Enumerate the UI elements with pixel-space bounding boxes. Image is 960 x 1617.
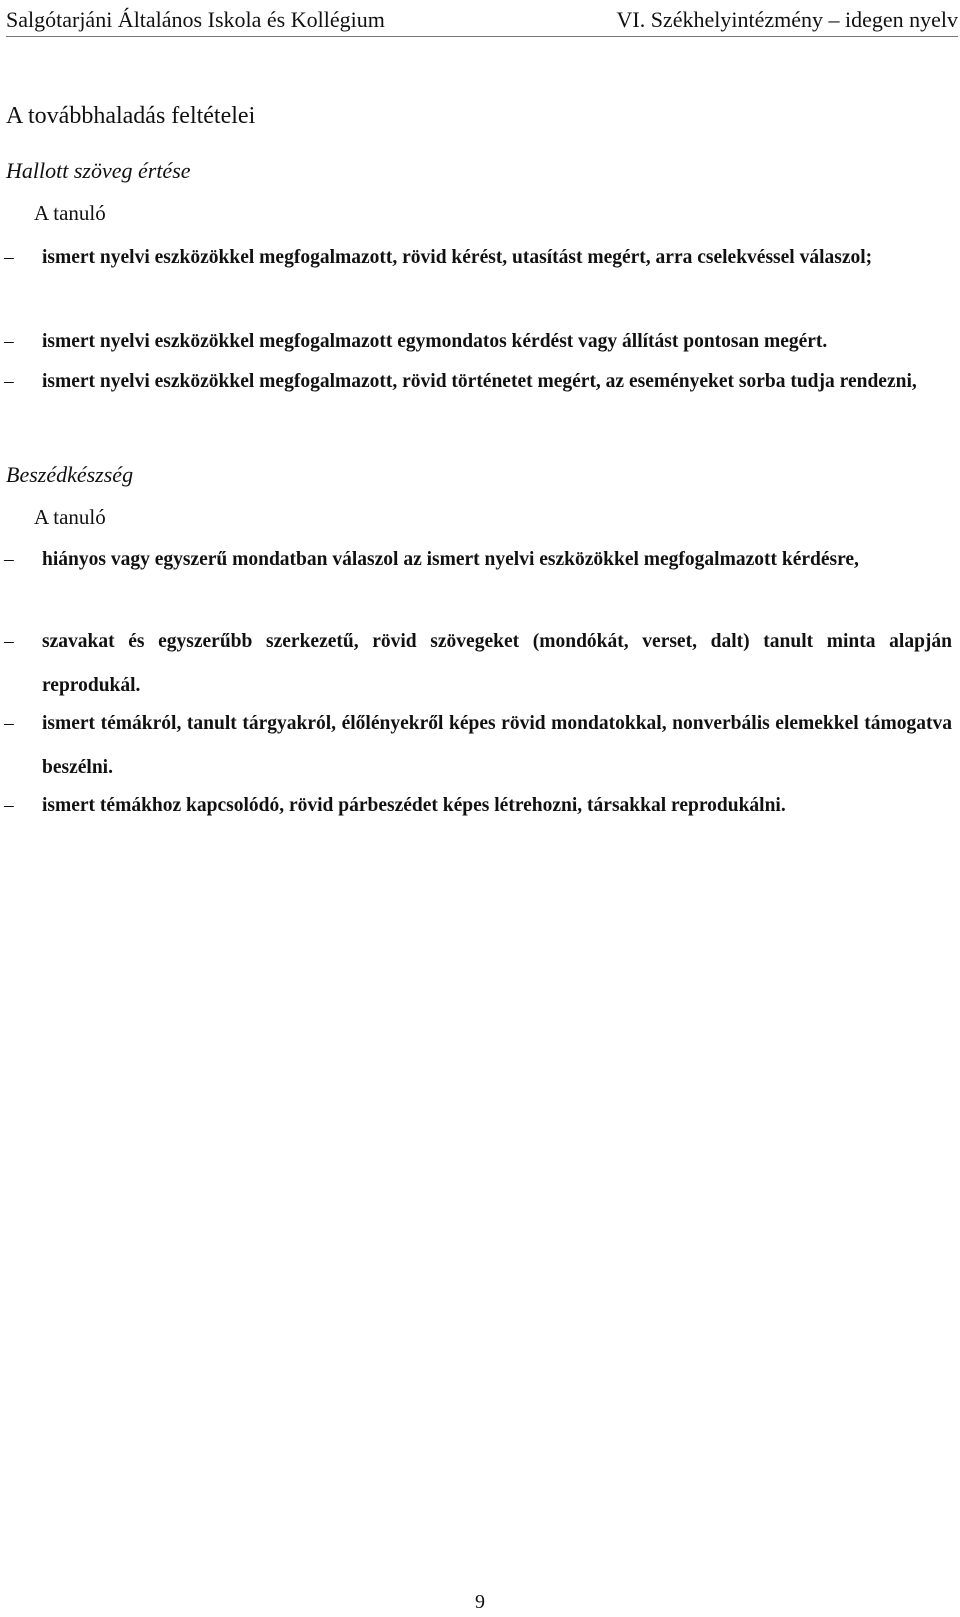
list-item-text: szavakat és egyszerűbb szerkezetű, rövid szövegeket (mondókát, verset, dalt) tanult minta alapján reprodukál.: [42, 631, 952, 696]
heading-listening: Hallott szöveg értése: [6, 158, 191, 183]
dash-bullet: –: [4, 331, 14, 352]
page-number: 9: [475, 1591, 485, 1613]
intro-listening: A tanuló: [34, 201, 106, 225]
dash-bullet: –: [4, 247, 14, 268]
dash-bullet: –: [4, 795, 14, 816]
list-item: [4, 702, 952, 790]
dash-bullet: –: [4, 371, 14, 392]
list-item: [4, 620, 952, 708]
list-item-text: ismert témákhoz kapcsolódó, rövid párbeszédet képes létrehozni, társakkal reprodukálni.: [42, 795, 786, 816]
list-item-text: ismert témákról, tanult tárgyakról, élőlényekről képes rövid mondatokkal, nonverbális elemekkel támogatva beszélni.: [42, 713, 952, 778]
dash-bullet: –: [4, 631, 14, 652]
list-item-text: hiányos vagy egyszerű mondatban válaszol az ismert nyelvi eszközökkel megfogalmazott kérdésre,: [42, 549, 859, 570]
intro-speaking: A tanuló: [34, 505, 106, 529]
header-school-name: Salgótarjáni Általános Iskola és Kollégium: [6, 7, 385, 32]
dash-bullet: –: [4, 713, 14, 734]
page-header: [6, 4, 958, 37]
list-item: [4, 784, 952, 828]
list-item: [4, 320, 952, 364]
list-item-text: ismert nyelvi eszközökkel megfogalmazott, rövid kérést, utasítást megért, arra cselekvéssel válaszol;: [42, 247, 873, 268]
list-item-text: ismert nyelvi eszközökkel megfogalmazott egymondatos kérdést vagy állítást pontosan megért.: [42, 331, 828, 352]
list-item-text: ismert nyelvi eszközökkel megfogalmazott, rövid történetet megért, az eseményeket sorba tudja rendezni,: [42, 371, 917, 392]
list-item: [4, 538, 952, 582]
heading-speaking: Beszédkészség: [6, 462, 134, 487]
section-title: A továbbhaladás feltételei: [6, 103, 256, 129]
list-item: [4, 236, 952, 280]
header-subject: VI. Székhelyintézmény – idegen nyelv: [616, 7, 958, 32]
list-item: [4, 360, 952, 404]
dash-bullet: –: [4, 549, 14, 570]
